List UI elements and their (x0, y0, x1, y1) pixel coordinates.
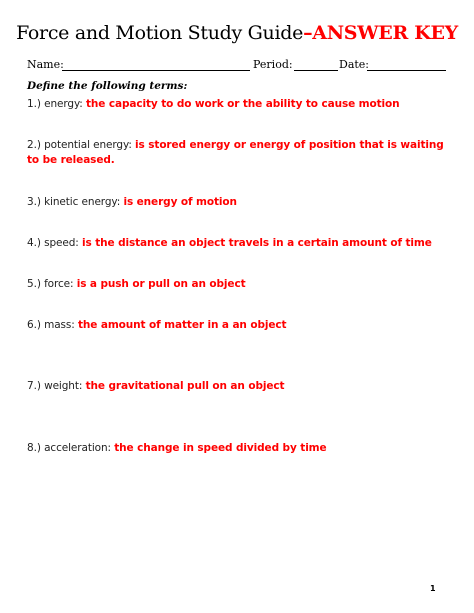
date-blank[interactable] (367, 70, 446, 71)
name-label: Name: (27, 58, 64, 71)
answer-6: the amount of matter in a an object (77, 319, 287, 331)
question-3: 3.) kinetic energy: is energy of motion (27, 196, 237, 208)
page-title (0, 22, 474, 44)
answer-7: the gravitational pull on an object (85, 380, 285, 392)
answer-5: is a push or pull on an object (76, 278, 246, 290)
title-answer-key: –ANSWER KEY (303, 22, 458, 44)
answer-4: is the distance an object travels in a certain amount of time (82, 237, 432, 249)
page-number: 1 (430, 584, 436, 593)
title-main: Force and Motion Study Guide (16, 22, 304, 44)
question-5: 5.) force: is a push or pull on an object (27, 278, 246, 290)
student-info-row (27, 58, 447, 74)
date-label: Date: (339, 58, 370, 71)
period-label: Period: (253, 58, 293, 71)
period-blank[interactable] (294, 70, 338, 71)
question-6: 6.) mass: the amount of matter in a an object (27, 319, 287, 331)
question-1: 1.) energy: the capacity to do work or the ability to cause motion (27, 98, 400, 110)
answer-3: is energy of motion (123, 196, 237, 208)
question-8: 8.) acceleration: the change in speed divided by time (27, 442, 327, 454)
question-7: 7.) weight: the gravitational pull on an object (27, 380, 285, 392)
name-blank[interactable] (62, 70, 250, 71)
question-4: 4.) speed: is the distance an object travels in a certain amount of time (27, 237, 432, 249)
answer-1: the capacity to do work or the ability to cause motion (86, 98, 400, 110)
question-2: 2.) potential energy: is stored energy or energy of position that is waiting to be released. (27, 139, 444, 166)
instructions: Define the following terms: (27, 80, 188, 92)
answer-8: the change in speed divided by time (114, 442, 327, 454)
answer-2: is stored energy or energy of position that is waiting to be released. (27, 139, 444, 166)
